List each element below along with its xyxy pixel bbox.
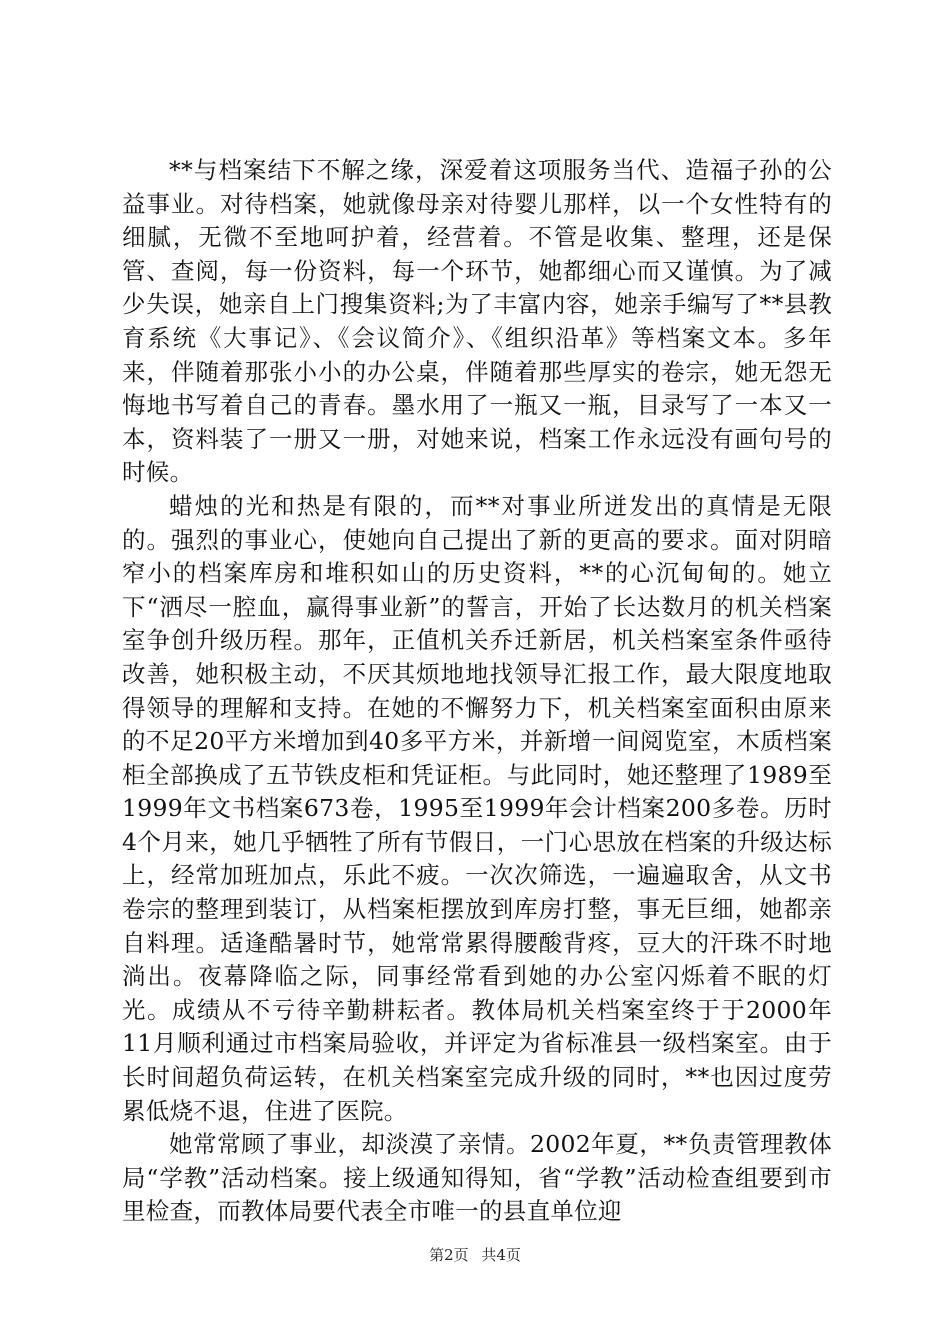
paragraph-1: **与档案结下不解之缘，深爱着这项服务当代、造福子孙的公益事业。对待档案，她就像母亲对待婴儿那样，以一个女性特有的细腻，无微不至地呵护着，经营着。不管是收集、整理，还是保管、查阅，每一份资料，每一个环节，她都细心而又谨慎。为了减少失误，她亲自上门搜集资料;为了丰富内容，她亲手编写了**县教育系统《大事记》、《会议简介》、《组织沿革》等档案文本。多年来，伴随着那张小小的办公桌，伴随着那些厚实的卷宗，她无怨无悔地书写着自己的青春。墨水用了一瓶又一瓶，目录写了一本又一本，资料装了一册又一册，对她来说，档案工作永远没有画句号的时候。 — [122, 156, 832, 487]
body-text — [122, 154, 832, 1229]
paragraph-3: 她常常顾了事业，却淡漠了亲情。2002年夏，**负责管理教体局“学教”活动档案。接上级通知得知，省“学教”活动检查组要到市里检查，而教体局要代表全市唯一的县直单位迎 — [122, 1130, 832, 1226]
page-footer — [0, 1244, 950, 1265]
page-number-current: 第2页 — [429, 1246, 469, 1264]
page-number-total: 共4页 — [481, 1246, 521, 1264]
paragraph-2: 蜡烛的光和热是有限的，而**对事业所迸发出的真情是无限的。强烈的事业心，使她向自己提出了新的更高的要求。面对阴暗窄小的档案库房和堆积如山的历史资料，**的心沉甸甸的。她立下“洒尽一腔血，赢得事业新”的誓言，开始了长达数月的机关档案室争创升级历程。那年，正值机关乔迁新居，机关档案室条件亟待改善，她积极主动，不厌其烦地地找领导汇报工作，最大限度地取得领导的理解和支持。在她的不懈努力下，机关档案室面积由原来的不足20平方米增加到40多平方米，并新增一间阅览室，木质档案柜全部换成了五节铁皮柜和凭证柜。与此同时，她还整理了1989至1999年文书档案673卷，1995至1999年会计档案200多卷。历时4个月来，她几乎牺牲了所有节假日，一门心思放在档案的升级达标上，经常加班加点，乐此不疲。一次次筛选，一遍遍取舍，从文书卷宗的整理到装订，从档案柜摆放到库房打整，事无巨细，她都亲自料理。适逢酷暑时节，她常常累得腰酸背疼，豆大的汗珠不时地淌出。夜幕降临之际，同事经常看到她的办公室闪烁着不眠的灯光。成绩从不亏待辛勤耕耘者。教体局机关档案室终于于2000年11月顺利通过市档案局验收，并评定为省标准县一级档案室。由于长时间超负荷运转，在机关档案室完成升级的同时，**也因过度劳累低烧不退，住进了医院。 — [122, 491, 832, 1125]
